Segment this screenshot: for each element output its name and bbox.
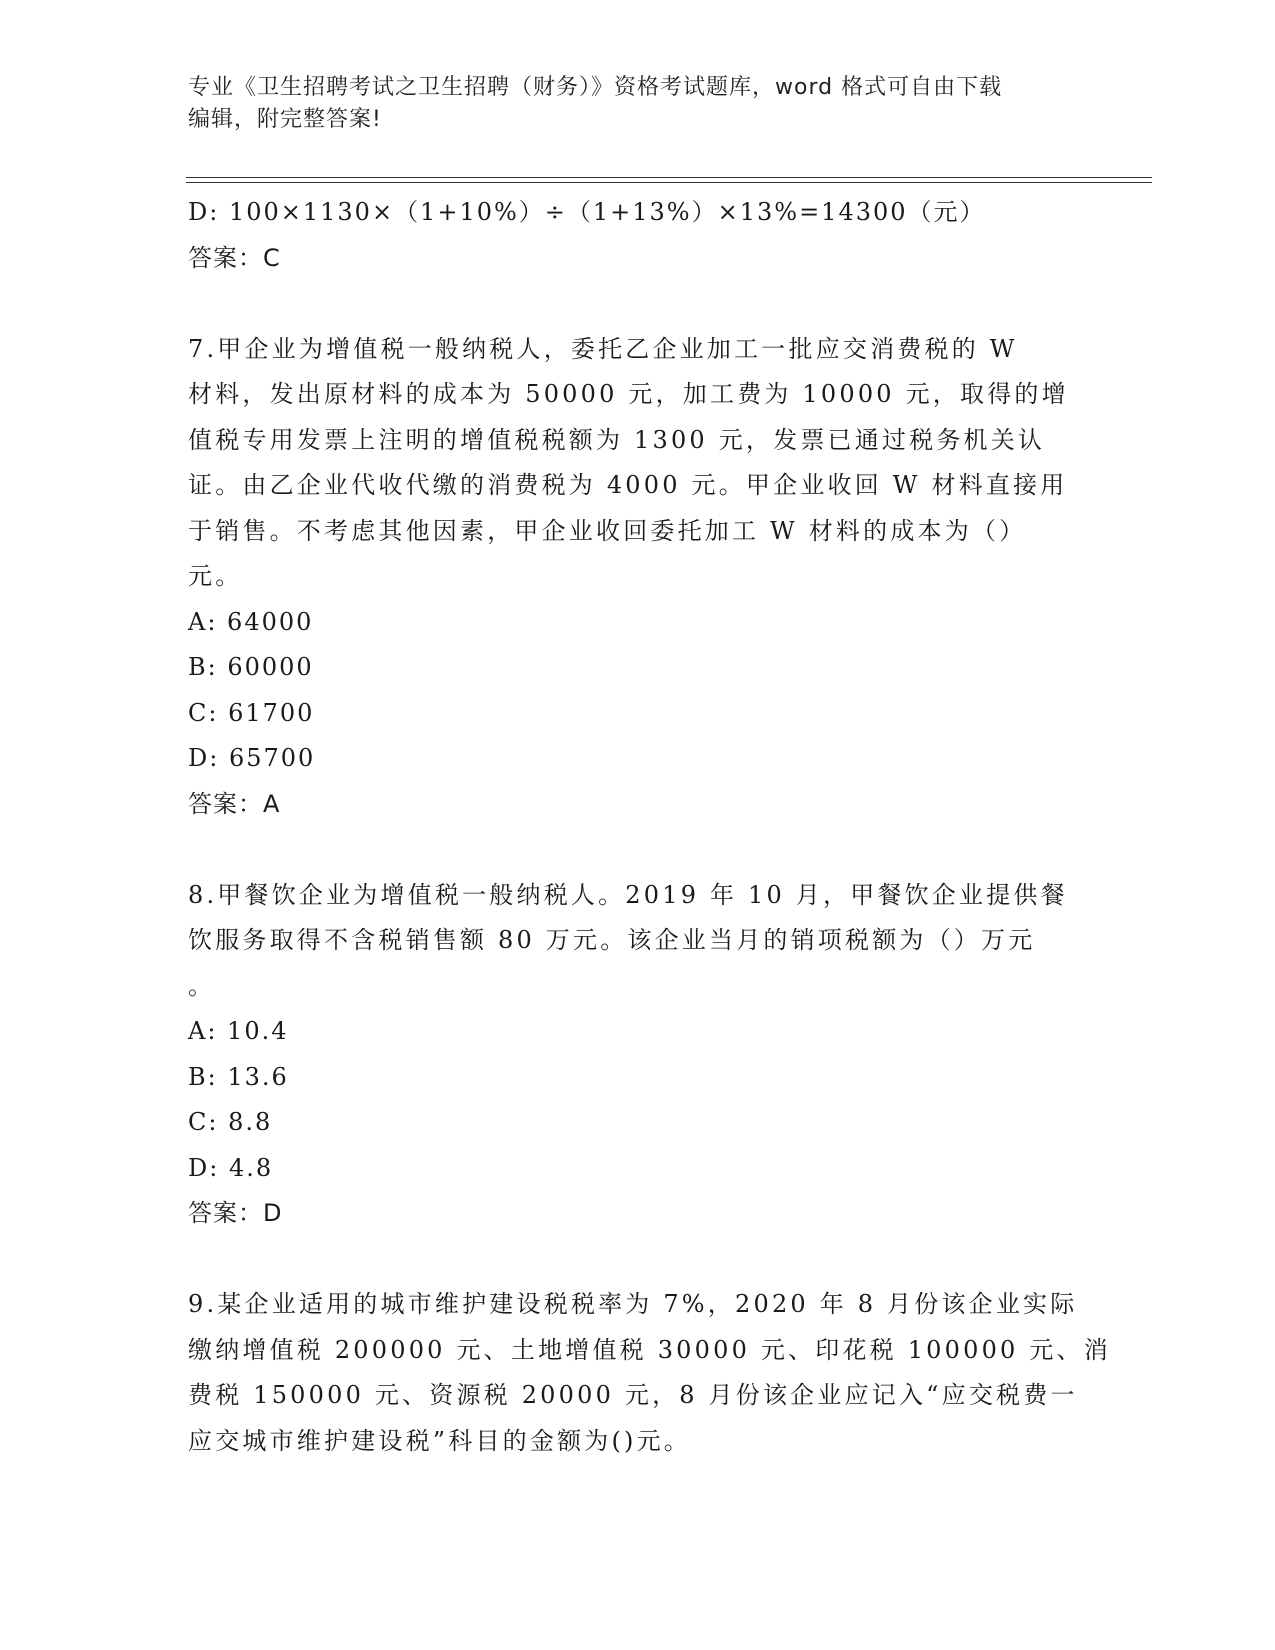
question-8-stem bbox=[188, 873, 1088, 1010]
spacer bbox=[188, 827, 1088, 873]
question-stem-line: 材料，发出原材料的成本为 50000 元，加工费为 10000 元，取得的增 bbox=[188, 380, 1069, 408]
question-8-option-d: D: 4.8 bbox=[188, 1153, 274, 1182]
question-stem-line: 9.某企业适用的城市维护建设税税率为 7%，2020 年 8 月份该企业实际 bbox=[188, 1290, 1078, 1318]
question-stem-line: 值税专用发票上注明的增值税税额为 1300 元，发票已通过税务机关认 bbox=[188, 425, 1046, 454]
question-list bbox=[188, 190, 1111, 1464]
document-header bbox=[188, 72, 1068, 136]
question-8-option-b: B: 13.6 bbox=[188, 1062, 289, 1091]
question-8 bbox=[188, 873, 1088, 1237]
spacer bbox=[188, 281, 1088, 327]
question-7-stem bbox=[188, 327, 1088, 600]
question-7-option-a: A: 64000 bbox=[188, 607, 314, 636]
question-stem-line: 于销售。不考虑其他因素，甲企业收回委托加工 W 材料的成本为（） bbox=[188, 516, 1027, 545]
header-divider-bottom bbox=[186, 182, 1152, 183]
question-stem-line: 应交城市维护建设税”科目的金额为()元。 bbox=[188, 1426, 691, 1455]
question-7-answer: 答案：A bbox=[188, 789, 281, 818]
question-7-option-c: C: 61700 bbox=[188, 698, 315, 727]
question-stem-line: 7.甲企业为增值税一般纳税人，委托乙企业加工一批应交消费税的 W bbox=[188, 334, 1018, 363]
question-7-option-d: D: 65700 bbox=[188, 744, 316, 772]
question-stem-line: 。 bbox=[188, 971, 216, 1000]
question-stem-line: 元。 bbox=[188, 562, 243, 590]
question-8-option-c: C: 8.8 bbox=[188, 1108, 273, 1136]
prev-question-option-d: D: 100×1130×（1+10%）÷（1+13%）×13%=14300（元） bbox=[188, 198, 986, 226]
question-7-option-b: B: 60000 bbox=[188, 653, 314, 681]
header-divider-top bbox=[186, 177, 1152, 178]
question-7 bbox=[188, 327, 1088, 828]
spacer bbox=[188, 1237, 1088, 1283]
question-stem-line: 费税 150000 元、资源税 20000 元，8 月份该企业应记入“应交税费一 bbox=[188, 1381, 1078, 1409]
question-8-answer: 答案：D bbox=[188, 1199, 283, 1227]
header-title-line-2: 编辑，附完整答案! bbox=[188, 107, 382, 132]
question-stem-line: 饮服务取得不含税销售额 80 万元。该企业当月的销项税额为（）万元 bbox=[188, 926, 1036, 954]
question-stem-line: 8.甲餐饮企业为增值税一般纳税人。2019 年 10 月，甲餐饮企业提供餐 bbox=[188, 880, 1068, 909]
question-stem-line: 证。由乙企业代收代缴的消费税为 4000 元。甲企业收回 W 材料直接用 bbox=[188, 471, 1068, 499]
prev-question-answer: 答案：C bbox=[188, 243, 281, 272]
question-9 bbox=[188, 1282, 1111, 1464]
question-stem-line: 缴纳增值税 200000 元、土地增值税 30000 元、印花税 100000 元、消 bbox=[188, 1335, 1111, 1364]
question-8-option-a: A: 10.4 bbox=[188, 1017, 289, 1045]
header-title-line-1: 专业《卫生招聘考试之卫生招聘（财务）》资格考试题库，word 格式可自由下载 bbox=[188, 75, 1003, 100]
question-9-stem bbox=[188, 1282, 1111, 1464]
